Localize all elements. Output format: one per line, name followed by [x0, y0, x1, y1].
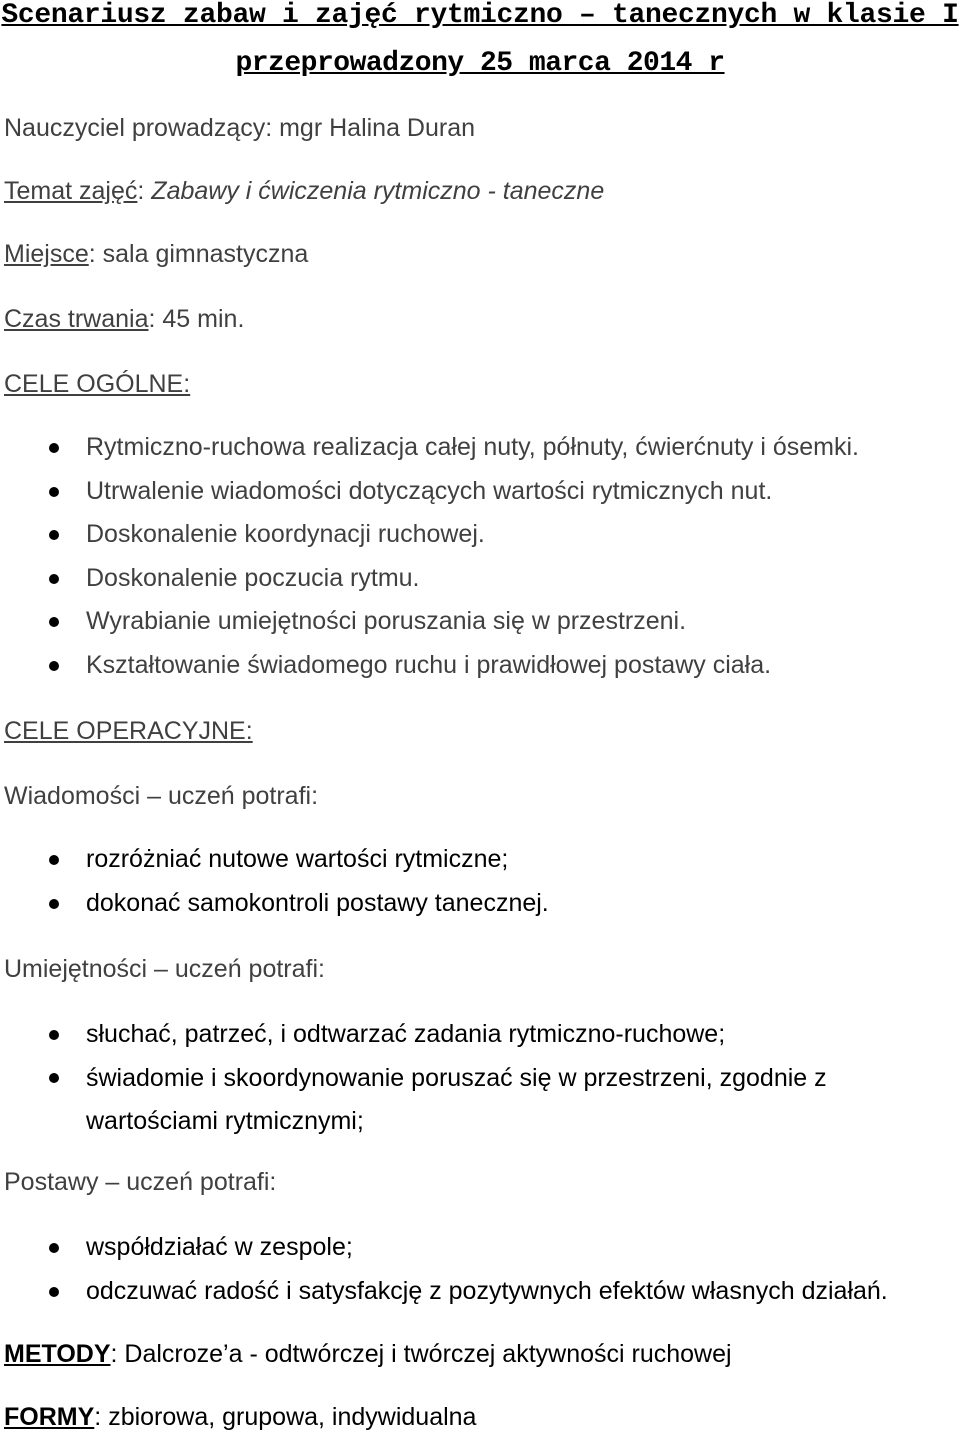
bullet-icon: [49, 855, 59, 865]
list-item-text: współdziałać w zespole;: [86, 1233, 353, 1261]
teacher-line: Nauczyciel prowadzący: mgr Halina Duran: [4, 114, 476, 142]
knowledge-list: [0, 838, 549, 925]
list-item: [0, 882, 549, 926]
list-item: [0, 644, 859, 688]
list-item: [0, 1057, 827, 1144]
operational-goals-heading-text: CELE OPERACYJNE:: [4, 717, 253, 745]
topic-line: [4, 174, 604, 208]
list-item-text: Utrwalenie wiadomości dotyczących wartości rytmicznych nut.: [86, 476, 773, 505]
list-item: [0, 426, 859, 470]
duration-label: Czas trwania: [4, 305, 149, 333]
forms-line: [4, 1400, 476, 1434]
attitudes-list: [0, 1226, 888, 1313]
list-item: [0, 1013, 827, 1057]
duration-line: [4, 302, 244, 336]
duration-value: 45 min.: [162, 305, 245, 333]
bullet-icon: [49, 487, 59, 497]
topic-value: Zabawy i ćwiczenia rytmiczno - taneczne: [151, 177, 605, 205]
knowledge-label: Wiadomości – uczeń potrafi:: [4, 782, 319, 810]
topic-label: Temat zajęć: [4, 177, 138, 205]
bullet-icon: [49, 1030, 59, 1040]
methods-separator: :: [110, 1340, 125, 1368]
place-separator: :: [88, 240, 103, 268]
general-goals-list: [0, 426, 859, 687]
list-item-text: Wyrabianie umiejętności poruszania się w przestrzeni.: [86, 607, 687, 635]
bullet-icon: [49, 661, 59, 671]
general-goals-heading-text: CELE OGÓLNE:: [4, 370, 191, 398]
list-item: [0, 1226, 888, 1270]
methods-label: METODY: [4, 1340, 111, 1368]
list-item-text: odczuwać radość i satysfakcję z pozytywnych efektów własnych działań.: [86, 1276, 888, 1305]
list-item: [0, 470, 859, 514]
operational-goals-heading: [4, 714, 253, 748]
bullet-icon: [49, 1287, 59, 1297]
list-item: [0, 600, 859, 644]
list-item-text: słuchać, patrzeć, i odtwarzać zadania rytmiczno-ruchowe;: [86, 1020, 726, 1048]
list-item-text: Rytmiczno-ruchowa realizacja całej nuty, półnuty, ćwierćnuty i ósemki.: [86, 433, 859, 461]
list-item: [0, 557, 859, 601]
list-item: [0, 1270, 888, 1314]
general-goals-heading: [4, 367, 190, 401]
place-line: [4, 237, 308, 271]
bullet-icon: [49, 443, 59, 453]
bullet-icon: [49, 617, 59, 627]
place-value: sala gimnastyczna: [102, 240, 309, 268]
place-label: Miejsce: [4, 240, 89, 268]
document-title-line-1: Scenariusz zabaw i zajęć rytmiczno – tanecznych w klasie I: [1, 0, 959, 31]
document-title-line-2: przeprowadzony 25 marca 2014 r: [235, 48, 725, 79]
list-item-text-continued: wartościami rytmicznymi;: [86, 1107, 364, 1135]
bullet-icon: [49, 1073, 59, 1083]
list-item: [0, 513, 859, 557]
forms-label: FORMY: [4, 1403, 95, 1431]
duration-separator: :: [148, 305, 163, 333]
attitudes-label: Postawy – uczeń potrafi:: [4, 1168, 277, 1196]
forms-separator: :: [94, 1403, 109, 1431]
methods-line: [4, 1337, 732, 1371]
skills-label: Umiejętności – uczeń potrafi:: [4, 955, 325, 983]
bullet-icon: [49, 574, 59, 584]
list-item-text: rozróżniać nutowe wartości rytmiczne;: [86, 845, 509, 873]
bullet-icon: [49, 530, 59, 540]
list-item: [0, 838, 549, 882]
list-item-text: Kształtowanie świadomego ruchu i prawidłowej postawy ciała.: [86, 650, 772, 679]
methods-value: Dalcroze’a - odtwórczej i twórczej aktywności ruchowej: [124, 1340, 732, 1368]
bullet-icon: [49, 899, 59, 909]
forms-value: zbiorowa, grupowa, indywidualna: [108, 1403, 477, 1431]
list-item-text: Doskonalenie koordynacji ruchowej.: [86, 520, 485, 548]
bullet-icon: [49, 1243, 59, 1253]
topic-separator: :: [137, 177, 152, 205]
list-item-text: dokonać samokontroli postawy tanecznej.: [86, 888, 549, 917]
list-item-text: Doskonalenie poczucia rytmu.: [86, 563, 420, 592]
skills-list: [0, 1013, 827, 1144]
list-item-text: świadomie i skoordynowanie poruszać się w przestrzeni, zgodnie z: [86, 1063, 827, 1092]
